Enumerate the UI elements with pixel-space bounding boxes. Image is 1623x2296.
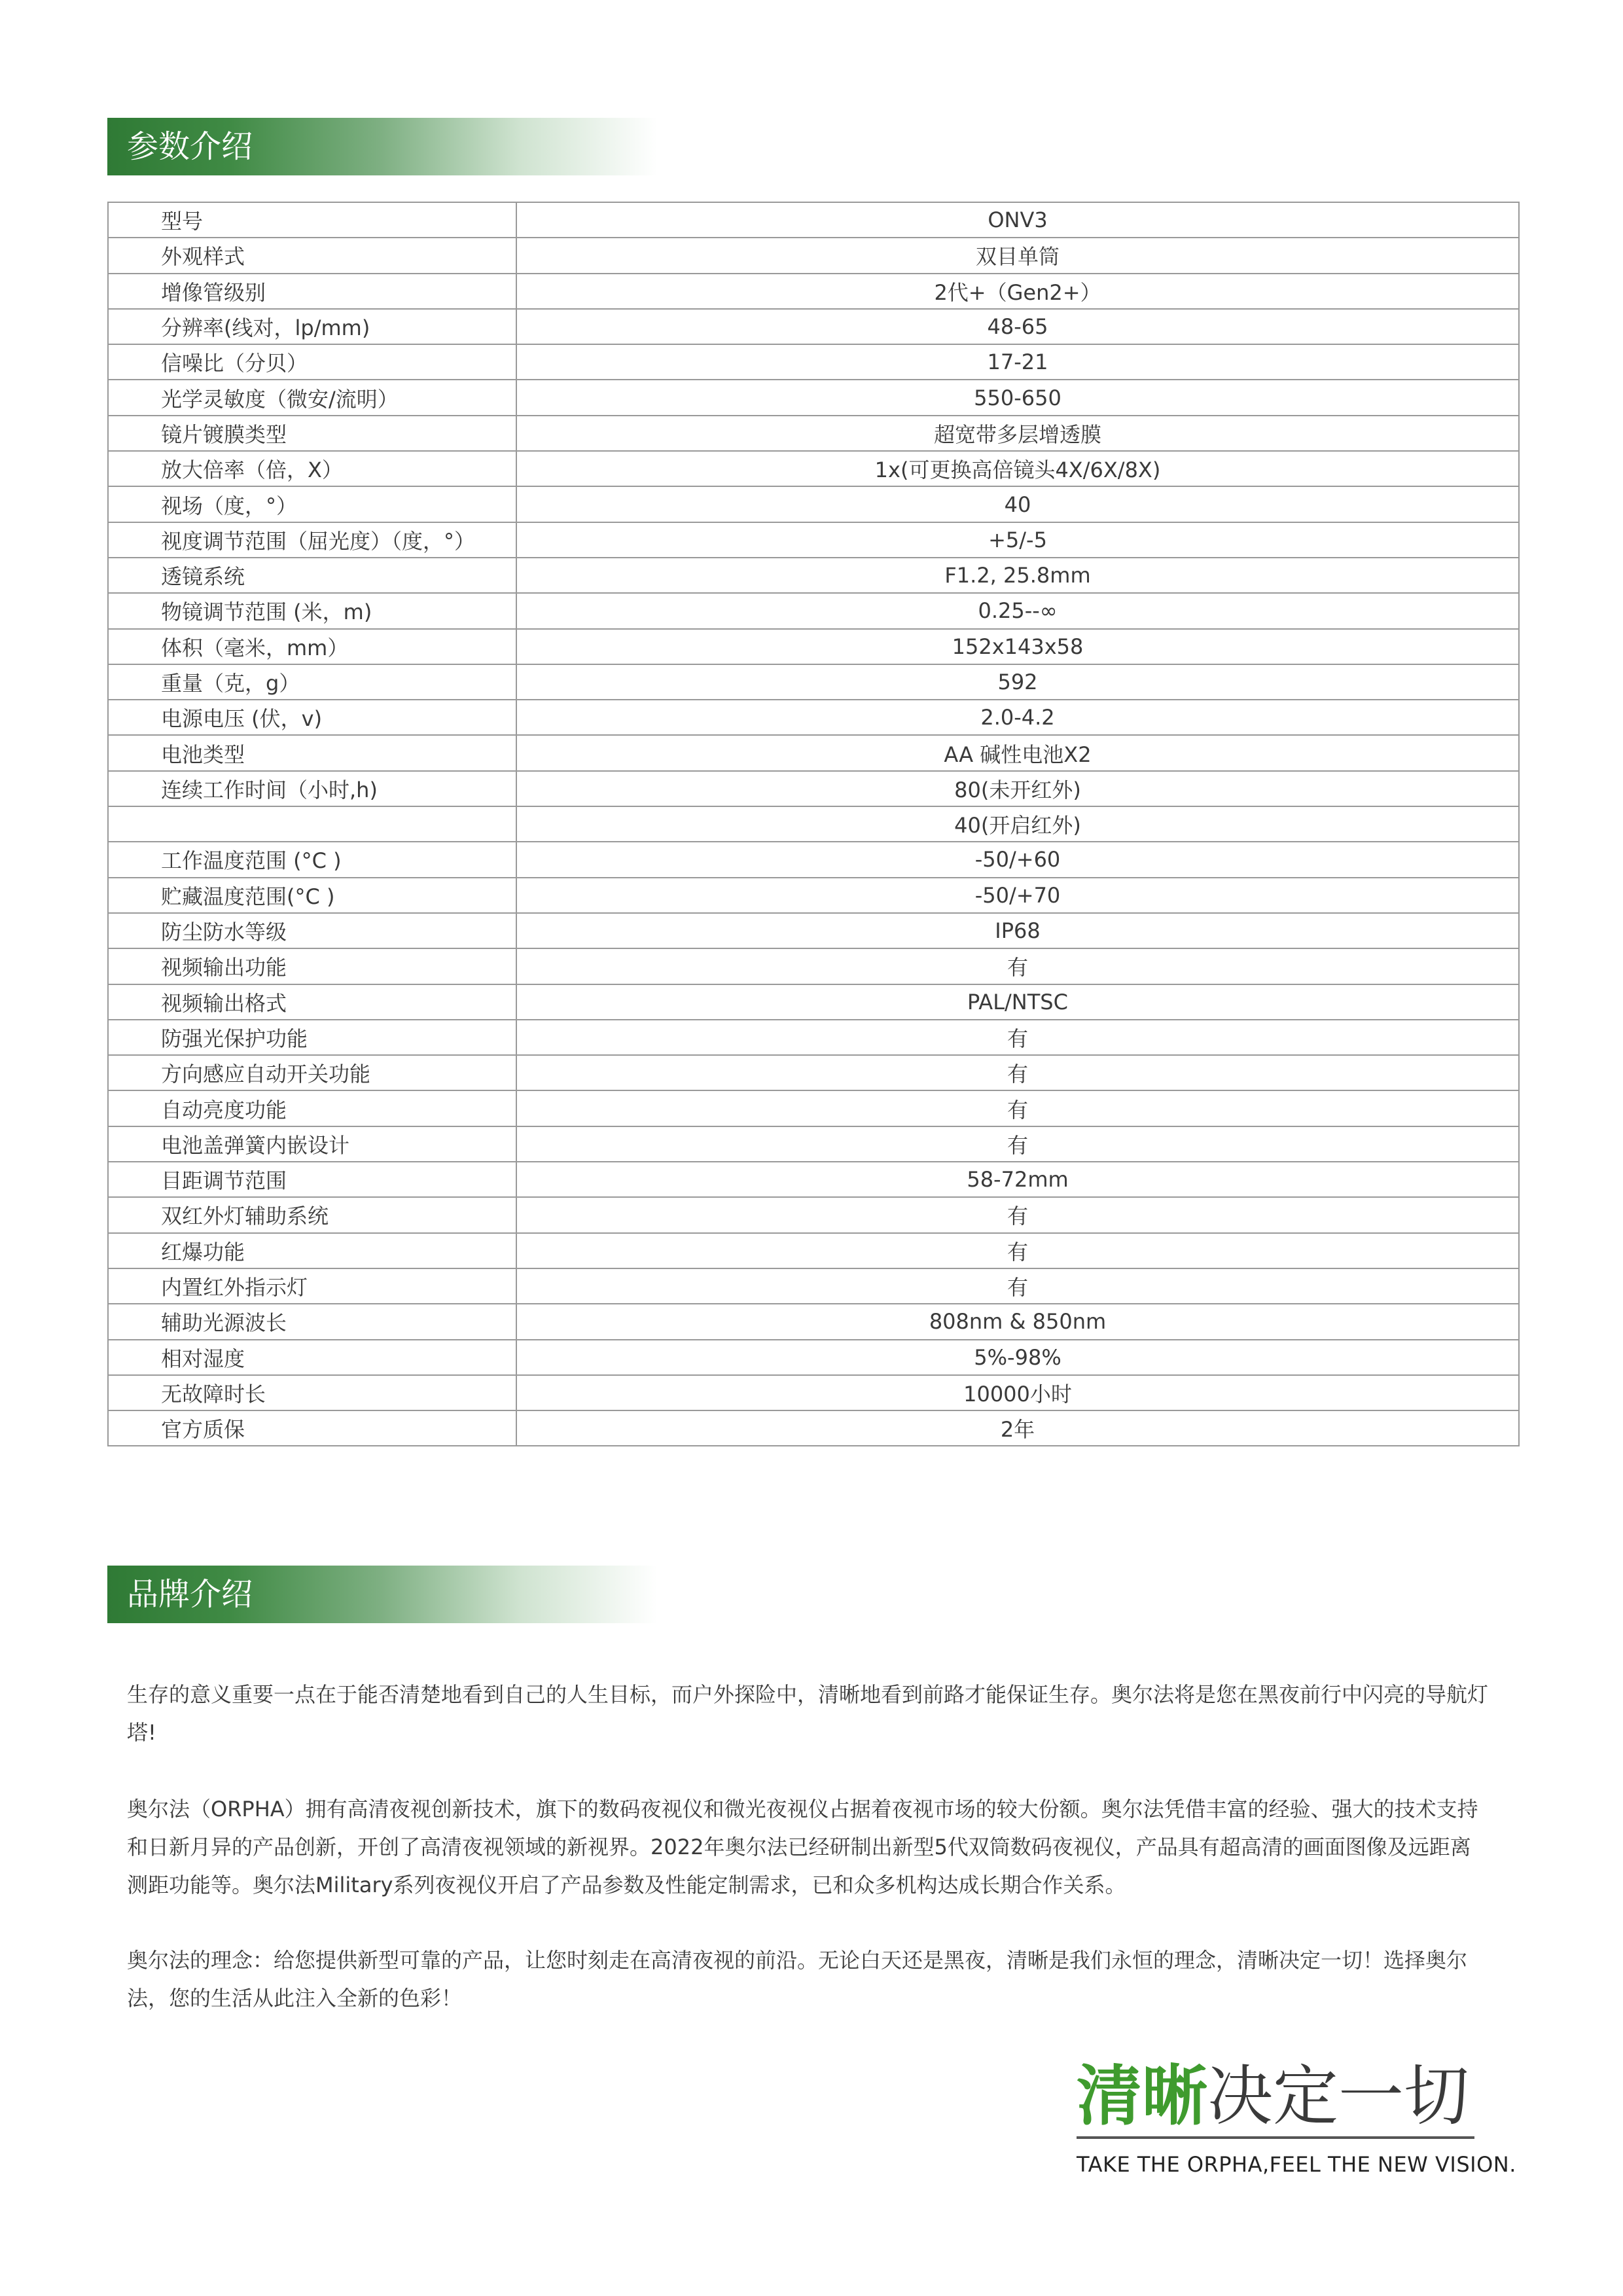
spec-value: 有 (516, 948, 1519, 984)
spec-row (108, 1055, 1519, 1090)
spec-row (108, 948, 1519, 984)
spec-label: 内置红外指示灯 (108, 1268, 516, 1304)
spec-row (108, 878, 1519, 913)
spec-label: 无故障时长 (108, 1375, 516, 1410)
spec-label: 透镜系统 (108, 558, 516, 593)
spec-row (108, 1233, 1519, 1268)
spec-value: 80(未开红外) (516, 771, 1519, 806)
spec-value: 2.0-4.2 (516, 700, 1519, 735)
spec-label: 增像管级别 (108, 274, 516, 309)
spec-label: 方向感应自动开关功能 (108, 1055, 516, 1090)
spec-label: 镜片镀膜类型 (108, 416, 516, 451)
spec-row (108, 913, 1519, 948)
spec-row (108, 629, 1519, 664)
spec-row (108, 1090, 1519, 1126)
spec-row (108, 1126, 1519, 1162)
spec-value: 双目单筒 (516, 238, 1519, 273)
spec-value: 48-65 (516, 309, 1519, 344)
brand-paragraph-1: 生存的意义重要一点在于能否清楚地看到自己的人生目标，而户外探险中，清晰地看到前路才能保证生存。奥尔法将是您在黑夜前行中闪亮的导航灯塔! (127, 1682, 1489, 1745)
spec-label: 电源电压 (伏，v) (108, 700, 516, 735)
spec-row (108, 1162, 1519, 1197)
spec-row (108, 202, 1519, 238)
spec-label: 防尘防水等级 (108, 913, 516, 948)
spec-row (108, 380, 1519, 415)
spec-label: 官方质保 (108, 1410, 516, 1446)
spec-row (108, 700, 1519, 735)
spec-value: 有 (516, 1055, 1519, 1090)
spec-label: 体积（毫米，mm） (108, 629, 516, 664)
spec-label: 视度调节范围（屈光度）（度，°） (108, 522, 516, 558)
spec-label: 自动亮度功能 (108, 1090, 516, 1126)
spec-label: 辅助光源波长 (108, 1304, 516, 1339)
spec-value: 0.25--∞ (516, 593, 1519, 628)
slogan-dark-text: 决定一切 (1207, 2058, 1469, 2134)
spec-table (107, 202, 1520, 1446)
spec-row (108, 771, 1519, 806)
spec-value: 40 (516, 486, 1519, 522)
spec-value: 有 (516, 1090, 1519, 1126)
spec-label: 视场（度，°） (108, 486, 516, 522)
spec-value: 808nm & 850nm (516, 1304, 1519, 1339)
spec-label: 重量（克，g） (108, 664, 516, 700)
spec-value: IP68 (516, 913, 1519, 948)
spec-row (108, 416, 1519, 451)
spec-value: 有 (516, 1233, 1519, 1268)
spec-row (108, 238, 1519, 273)
spec-value: 有 (516, 1268, 1519, 1304)
params-section-header (107, 118, 657, 175)
spec-row (108, 735, 1519, 770)
spec-value: 5%-98% (516, 1340, 1519, 1375)
spec-value: PAL/NTSC (516, 984, 1519, 1020)
spec-value: -50/+70 (516, 878, 1519, 913)
spec-label: 放大倍率（倍，X） (108, 451, 516, 486)
spec-row (108, 984, 1519, 1020)
spec-label: 电池盖弹簧内嵌设计 (108, 1126, 516, 1162)
spec-value: ONV3 (516, 202, 1519, 238)
slogan-underline (1077, 2136, 1474, 2139)
spec-value: 有 (516, 1020, 1519, 1055)
spec-row (108, 451, 1519, 486)
spec-row (108, 309, 1519, 344)
spec-value: F1.2, 25.8mm (516, 558, 1519, 593)
spec-value: 40(开启红外) (516, 806, 1519, 842)
spec-value: 2代+（Gen2+） (516, 274, 1519, 309)
spec-value: 58-72mm (516, 1162, 1519, 1197)
spec-value: 17-21 (516, 344, 1519, 380)
spec-label: 电池类型 (108, 735, 516, 770)
spec-label: 外观样式 (108, 238, 516, 273)
spec-label: 防强光保护功能 (108, 1020, 516, 1055)
spec-row (108, 1304, 1519, 1339)
spec-label: 视频输出功能 (108, 948, 516, 984)
spec-value: +5/-5 (516, 522, 1519, 558)
spec-value: 152x143x58 (516, 629, 1519, 664)
spec-row (108, 1197, 1519, 1232)
spec-row (108, 664, 1519, 700)
spec-label: 连续工作时间（小时,h) (108, 771, 516, 806)
spec-row (108, 593, 1519, 628)
spec-label (108, 806, 516, 842)
spec-label: 相对湿度 (108, 1340, 516, 1375)
slogan-green-text: 清晰 (1077, 2058, 1207, 2134)
spec-label: 信噪比（分贝） (108, 344, 516, 380)
spec-value: 超宽带多层增透膜 (516, 416, 1519, 451)
spec-row (108, 1268, 1519, 1304)
slogan-tagline: TAKE THE ORPHA,FEEL THE NEW VISION. (1077, 2152, 1516, 2177)
spec-label: 工作温度范围 (°C ) (108, 842, 516, 877)
spec-value: 有 (516, 1126, 1519, 1162)
spec-value: 1x(可更换高倍镜头4X/6X/8X) (516, 451, 1519, 486)
brand-paragraph-2: 奥尔法（ORPHA）拥有高清夜视创新技术，旗下的数码夜视仪和微光夜视仪占据着夜视市场的较大份额。奥尔法凭借丰富的经验、强大的技术支持和日新月异的产品创新，开创了高清夜视领域的新视界。2022年奥尔法已经研制出新型5代双筒数码夜视仪，产品具有超高清的画面图像及远距离测距功能等。奥尔法Military系列夜视仪开启了产品参数及性能定制需求，已和众多机构达成长期合作关系。 (127, 1797, 1478, 1897)
spec-label: 分辨率(线对，lp/mm) (108, 309, 516, 344)
spec-row (108, 842, 1519, 877)
spec-value: 有 (516, 1197, 1519, 1232)
slogan-logo (1077, 2060, 1482, 2132)
brand-section-header (107, 1566, 657, 1623)
spec-label: 红爆功能 (108, 1233, 516, 1268)
spec-row (108, 558, 1519, 593)
brand-paragraph-3: 奥尔法的理念：给您提供新型可靠的产品，让您时刻走在高清夜视的前沿。无论白天还是黑夜，清晰是我们永恒的理念，清晰决定一切！选择奥尔法，您的生活从此注入全新的色彩！ (127, 1948, 1468, 2011)
brand-section-title: 品牌介绍 (127, 1576, 253, 1613)
spec-row (108, 274, 1519, 309)
spec-value: -50/+60 (516, 842, 1519, 877)
spec-row (108, 486, 1519, 522)
spec-label: 型号 (108, 202, 516, 238)
spec-value: 550-650 (516, 380, 1519, 415)
spec-row (108, 1375, 1519, 1410)
spec-label: 贮藏温度范围(°C ) (108, 878, 516, 913)
spec-value: 2年 (516, 1410, 1519, 1446)
spec-value: 592 (516, 664, 1519, 700)
spec-label: 视频输出格式 (108, 984, 516, 1020)
spec-value: AA 碱性电池X2 (516, 735, 1519, 770)
spec-row (108, 1340, 1519, 1375)
params-section-title: 参数介绍 (127, 128, 253, 165)
spec-label: 物镜调节范围 (米，m) (108, 593, 516, 628)
spec-row (108, 1020, 1519, 1055)
spec-label: 目距调节范围 (108, 1162, 516, 1197)
spec-row (108, 806, 1519, 842)
spec-row (108, 1410, 1519, 1446)
spec-row (108, 344, 1519, 380)
spec-value: 10000小时 (516, 1375, 1519, 1410)
spec-label: 光学灵敏度（微安/流明） (108, 380, 516, 415)
spec-row (108, 522, 1519, 558)
spec-label: 双红外灯辅助系统 (108, 1197, 516, 1232)
